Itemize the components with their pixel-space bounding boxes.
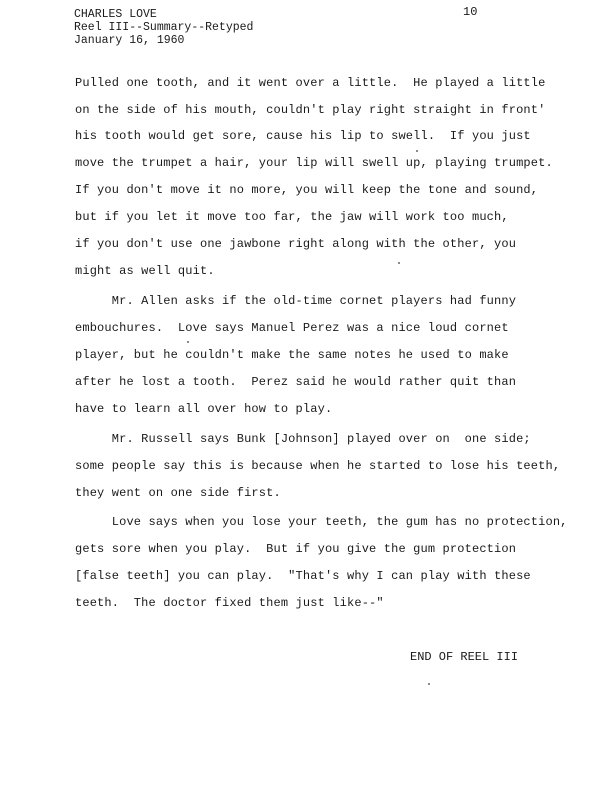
text-line: on the side of his mouth, couldn't play right straight in front'	[75, 103, 546, 117]
text-line: player, but he couldn't make the same notes he used to make	[75, 348, 509, 362]
text-line: Love says when you lose your teeth, the gum has no protection,	[75, 515, 568, 529]
text-line: Mr. Allen asks if the old-time cornet players had funny	[75, 294, 517, 308]
text-line: Mr. Russell says Bunk [Johnson] played over on one side;	[75, 432, 531, 446]
page-number: 10	[463, 5, 478, 19]
document-header	[74, 8, 253, 47]
header-reel: Reel III--Summary--Retyped	[74, 21, 254, 34]
end-of-reel-mark: END OF REEL III	[410, 650, 519, 664]
text-line: but if you let it move too far, the jaw will work too much,	[75, 210, 509, 224]
text-line: embouchures. Love says Manuel Perez was a nice loud cornet	[75, 321, 509, 335]
text-line: move the trumpet a hair, your lip will swell up, playing trumpet.	[75, 156, 553, 170]
text-line: if you don't use one jawbone right along with the other, you	[75, 237, 517, 251]
text-line: teeth. The doctor fixed them just like--"	[75, 596, 384, 610]
text-line: after he lost a tooth. Perez said he would rather quit than	[75, 375, 517, 389]
scan-speck	[416, 150, 418, 152]
text-line: have to learn all over how to play.	[75, 402, 333, 416]
text-line: [false teeth] you can play. "That's why I can play with these	[75, 569, 531, 583]
text-line: his tooth would get sore, cause his lip to swell. If you just	[75, 129, 531, 143]
header-name: CHARLES LOVE	[74, 8, 157, 21]
scan-speck	[398, 262, 400, 264]
text-line: they went on one side first.	[75, 486, 281, 500]
text-line: might as well quit.	[75, 264, 215, 278]
scan-speck	[428, 683, 430, 685]
text-line: Pulled one tooth, and it went over a little. He played a little	[75, 76, 546, 90]
text-line: some people say this is because when he started to lose his teeth,	[75, 459, 561, 473]
text-line: If you don't move it no more, you will keep the tone and sound,	[75, 183, 539, 197]
scan-speck	[187, 341, 189, 343]
text-line: gets sore when you play. But if you give the gum protection	[75, 542, 517, 556]
header-date: January 16, 1960	[74, 34, 185, 47]
